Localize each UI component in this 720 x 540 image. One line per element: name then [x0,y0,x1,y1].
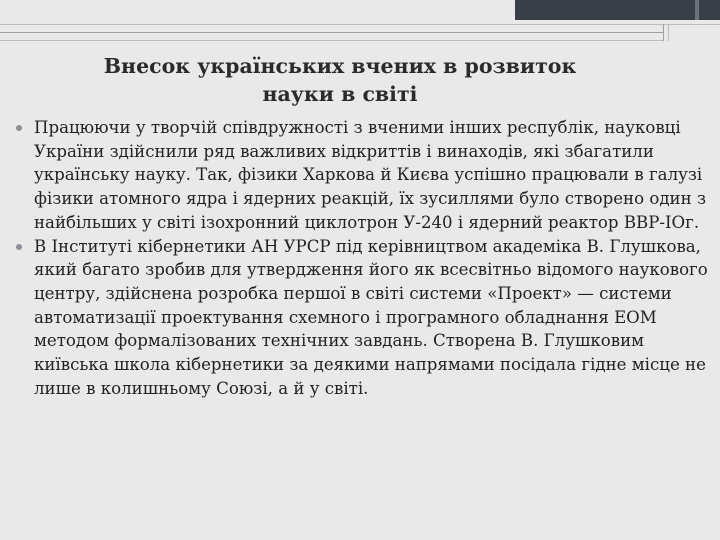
bullet-text: Працюючи у творчій співдружності з вченими інших республік, науковці України здійснили ряд важливих відкриттів і винаходів, які збагатили українську науку. Так, фізики Харкова й Києва успішно працювали в галузі фізики атомного ядра і ядерних реакцій, їх зусиллями було створено один з найбільших у світі ізохронний циклотрон У-240 і ядерний реактор ВВР-IОг. [34,118,707,232]
decorative-frame-line [0,40,663,41]
bullet-dot-icon [16,244,22,250]
bullet-list [14,116,714,400]
bullet-item [14,116,714,235]
decorative-dark-bar [515,0,720,20]
bullet-item [14,235,714,401]
decorative-bar-accent [695,0,699,20]
decorative-frame-line [0,24,720,25]
bullet-text: В Інституті кібернетики АН УРСР під керівництвом академіка В. Глушкова, який багато зробив для утвердження його як всесвітньо відомого наукового центру, здійснена розробка першої в світі системи «Проект» — системи автоматизації проектування схемного і програмного обладнання ЕОМ методом формалізованих технічних завдань. Створена В. Глушковим київська школа кібернетики за деякими напрямами посідала гідне місце не лише в колишньому Союзі, а й у світі. [34,236,708,398]
bullet-dot-icon [16,125,22,131]
decorative-frame-line [0,32,663,33]
decorative-frame-vertical [663,24,664,41]
decorative-frame-vertical [668,24,669,41]
slide-title: Внесок українських вчених в розвиток науки в світі [103,54,577,106]
